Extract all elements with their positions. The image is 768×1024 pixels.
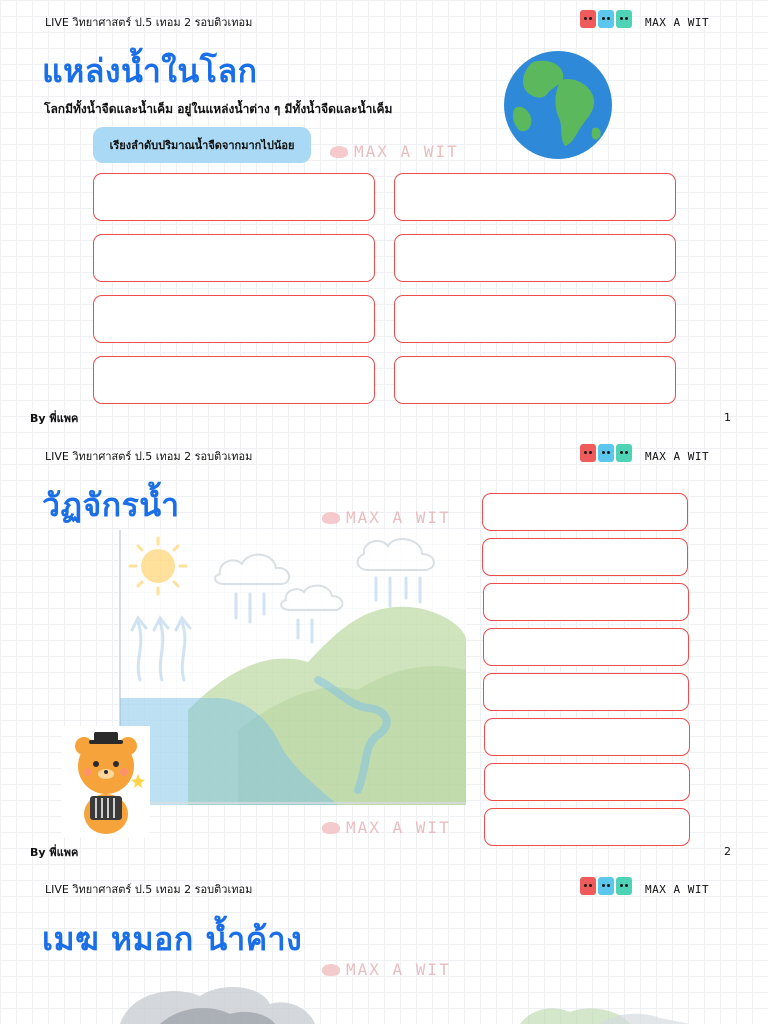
cloud-photo-image [100, 974, 700, 1024]
cycle-answer-box-2[interactable] [482, 538, 688, 576]
page1-subtitle: โลกมีทั้งน้ำจืดและน้ำเค็ม อยู่ในแหล่งน้ำต่าง ๆ มีทั้งน้ำจืดและน้ำเค็ม [44, 102, 393, 116]
brand-name: MAX A WIT [645, 883, 710, 896]
answer-box-1[interactable] [93, 173, 375, 221]
watermark: MAX A WIT [322, 818, 451, 837]
brand-name: MAX A WIT [645, 16, 710, 29]
page1-title: แหล่งน้ำในโลก [42, 52, 258, 90]
brand-logo-icon [580, 444, 632, 462]
cycle-answer-box-6[interactable] [484, 718, 690, 756]
page1-footer: By พี่แพค [30, 412, 79, 425]
page2-title: วัฏจักรน้ำ [42, 486, 180, 524]
cycle-answer-box-5[interactable] [483, 673, 689, 711]
brand-name: MAX A WIT [645, 450, 710, 463]
page3-header-course: LIVE วิทยาศาสตร์ ป.5 เทอม 2 รอบติวเทอม [45, 883, 253, 896]
watermark: MAX A WIT [330, 142, 459, 161]
page2-number: 2 [724, 845, 731, 858]
answer-box-8[interactable] [394, 356, 676, 404]
page3-title: เมฆ หมอก น้ำค้าง [42, 920, 303, 958]
answer-box-7[interactable] [93, 356, 375, 404]
page1-instruction-pill: เรียงลำดับปริมาณน้ำจืดจากมากไปน้อย [93, 127, 311, 163]
cycle-answer-box-3[interactable] [483, 583, 689, 621]
answer-box-5[interactable] [93, 295, 375, 343]
watermark: MAX A WIT [322, 960, 451, 979]
cycle-answer-box-8[interactable] [484, 808, 690, 846]
answer-box-4[interactable] [394, 234, 676, 282]
brand-logo-icon [580, 10, 632, 28]
cycle-answer-box-4[interactable] [483, 628, 689, 666]
page2-footer: By พี่แพค [30, 846, 79, 859]
bear-mascot-icon [62, 726, 150, 838]
page1-number: 1 [724, 411, 731, 424]
page1-header-course: LIVE วิทยาศาสตร์ ป.5 เทอม 2 รอบติวเทอม [45, 16, 253, 29]
page2-header-course: LIVE วิทยาศาสตร์ ป.5 เทอม 2 รอบติวเทอม [45, 450, 253, 463]
watermark: MAX A WIT [322, 508, 451, 527]
cycle-answer-box-7[interactable] [484, 763, 690, 801]
answer-box-3[interactable] [93, 234, 375, 282]
cycle-answer-box-1[interactable] [482, 493, 688, 531]
earth-globe-icon [503, 50, 613, 160]
water-cycle-illustration [118, 530, 466, 805]
brand-logo-icon [580, 877, 632, 895]
answer-box-6[interactable] [394, 295, 676, 343]
answer-box-2[interactable] [394, 173, 676, 221]
